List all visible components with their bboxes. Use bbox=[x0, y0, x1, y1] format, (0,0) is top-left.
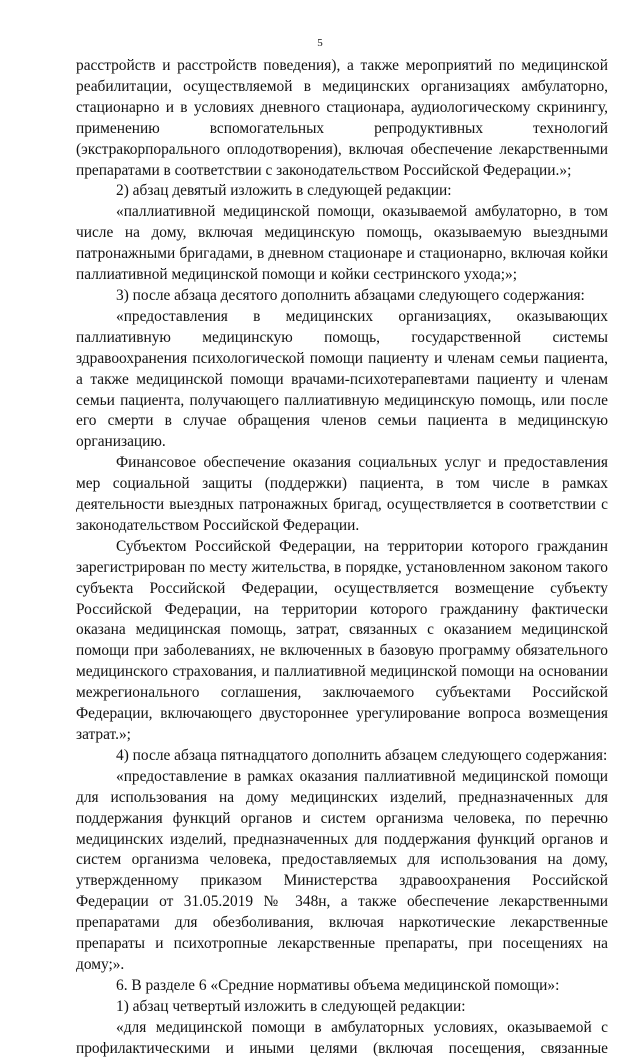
paragraph-1: расстройств и расстройств поведения), а также мероприятий по медицинской реабилитации, осуществляемой в медицинских организациях амбулаторно, стационарно и в условиях дневного стационара, аудиологическому скринингу, применению вспомогательных репродуктивных технологий (экстракорпорального оплодотворения), включая обеспечение лекарственными препаратами в соответствии с законодательством Российской Федерации.»; bbox=[76, 57, 608, 179]
paragraph-4: 3) после абзаца десятого дополнить абзацами следующего содержания: bbox=[116, 286, 585, 304]
paragraph-10: 6. В разделе 6 «Средние нормативы объема медицинской помощи»: bbox=[116, 976, 560, 994]
paragraph-11: 1) абзац четвертый изложить в следующей редакции: bbox=[116, 997, 466, 1015]
paragraph-8: 4) после абзаца пятнадцатого дополнить абзацем следующего содержания: bbox=[116, 746, 608, 764]
paragraph-12: «для медицинской помощи в амбулаторных условиях, оказываемой с профилактическими и иными целями (включая посещения, связанные bbox=[76, 1018, 608, 1057]
paragraph-6: Финансовое обеспечение оказания социальных услуг и предоставления мер социальной защиты (поддержки) пациента, в том числе в рамках деятельности выездных патронажных бригад, осуществляется в соответствии с законодательством Российской Федерации. bbox=[76, 454, 608, 534]
paragraph-2: 2) абзац девятый изложить в следующей редакции: bbox=[116, 182, 452, 200]
paragraph-9: «предоставление в рамках оказания паллиативной медицинской помощи для использования на дому медицинских изделий, предназначенных для поддержания функций органов и систем организма человека, по перечню медицинских изделий, предназначенных для поддержания функций органов и систем организма человека, предоставляемых для использования на дому, утвержденному приказом Министерства здравоохранения Российской Федерации от 31.05.2019 № 348н, а также обеспечение лекарственными препаратами для обезболивания, включая наркотические лекарственные препараты и психотропные лекарственные препараты, при посещениях на дому;». bbox=[76, 767, 608, 973]
paragraph-3: «паллиативной медицинской помощи, оказываемой амбулаторно, в том числе на дому, включая медицинскую помощь, оказываемую выездными патронажными бригадами, в дневном стационаре и стационарно, включая койки паллиативной медицинской помощи и койки сестринского ухода;»; bbox=[76, 203, 608, 284]
page-number: 5 bbox=[317, 37, 323, 49]
document-body bbox=[76, 56, 608, 1060]
paragraph-7: Субъектом Российской Федерации, на территории которого гражданин зарегистрирован по месту жительства, в порядке, установленном законом такого субъекта Российской Федерации, осуществляется возмещение субъекту Российской Федерации, на территории которого гражданину фактически оказана медицинская помощь, затрат, связанных с оказанием медицинской помощи при заболеваниях, не включенных в базовую программу обязательного медицинского страхования, и паллиативной медицинской помощи на основании межрегионального соглашения, заключаемого субъектами Российской Федерации, включающего двустороннее урегулирование вопроса возмещения затрат.»; bbox=[76, 537, 608, 743]
paragraph-5: «предоставления в медицинских организациях, оказывающих паллиативную медицинскую помощь, государственной системы здравоохранения психологической помощи пациенту и членам семьи пациента, а также медицинской помощи врачами-психотерапевтами пациенту и членам семьи пациента, получающего паллиативную медицинскую помощь, или после его смерти в случае обращения членов семьи пациента в медицинскую организацию. bbox=[76, 307, 608, 451]
